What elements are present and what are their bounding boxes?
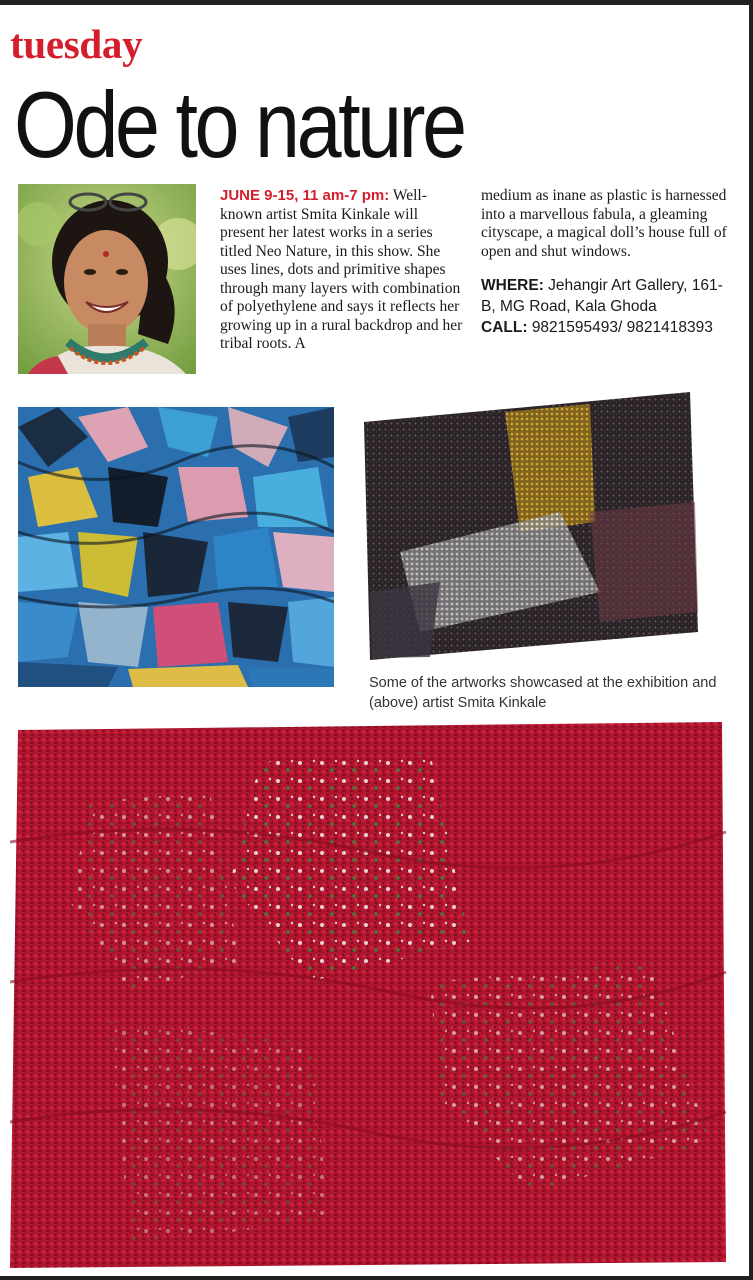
call-label: CALL: <box>481 319 528 336</box>
call-value: 9821595493/ 9821418393 <box>531 319 713 336</box>
article-column-1 <box>220 187 465 354</box>
page-title: Ode to nature <box>14 72 464 177</box>
bottom-rule <box>0 1276 753 1280</box>
artist-photo <box>18 184 196 374</box>
photo-caption: Some of the artworks showcased at the exhibition and (above) artist Smita Kinkale <box>369 675 717 711</box>
event-info <box>481 275 731 338</box>
article-body-col1: Well-known artist Smita Kinkale will present her latest works in a series titled Neo Nature, in this show. She uses lines, dots and primitive shapes through many layers with combination of polyethylene and says it reflects her growing up in a rural backdrop and her tribal roots. A <box>220 187 463 352</box>
where-label: WHERE: <box>481 277 544 294</box>
where-value: Jehangir Art Gallery, 161-B, MG Road, Kala Ghoda <box>481 277 723 315</box>
artwork-blue-plastic <box>18 407 334 687</box>
section-day-label: tuesday <box>10 21 143 67</box>
artwork-dark-textured <box>360 392 698 662</box>
right-rule <box>749 0 753 1280</box>
dateline: JUNE 9-15, 11 am-7 pm: <box>220 187 390 204</box>
article-body-col2: medium as inane as plastic is harnessed into a marvellous fabula, a gleaming cityscape, a magical doll’s house full of open and shut windows. <box>481 187 727 260</box>
top-rule <box>0 0 753 5</box>
article-column-2 <box>481 187 731 338</box>
artwork-red-textured <box>10 722 730 1268</box>
